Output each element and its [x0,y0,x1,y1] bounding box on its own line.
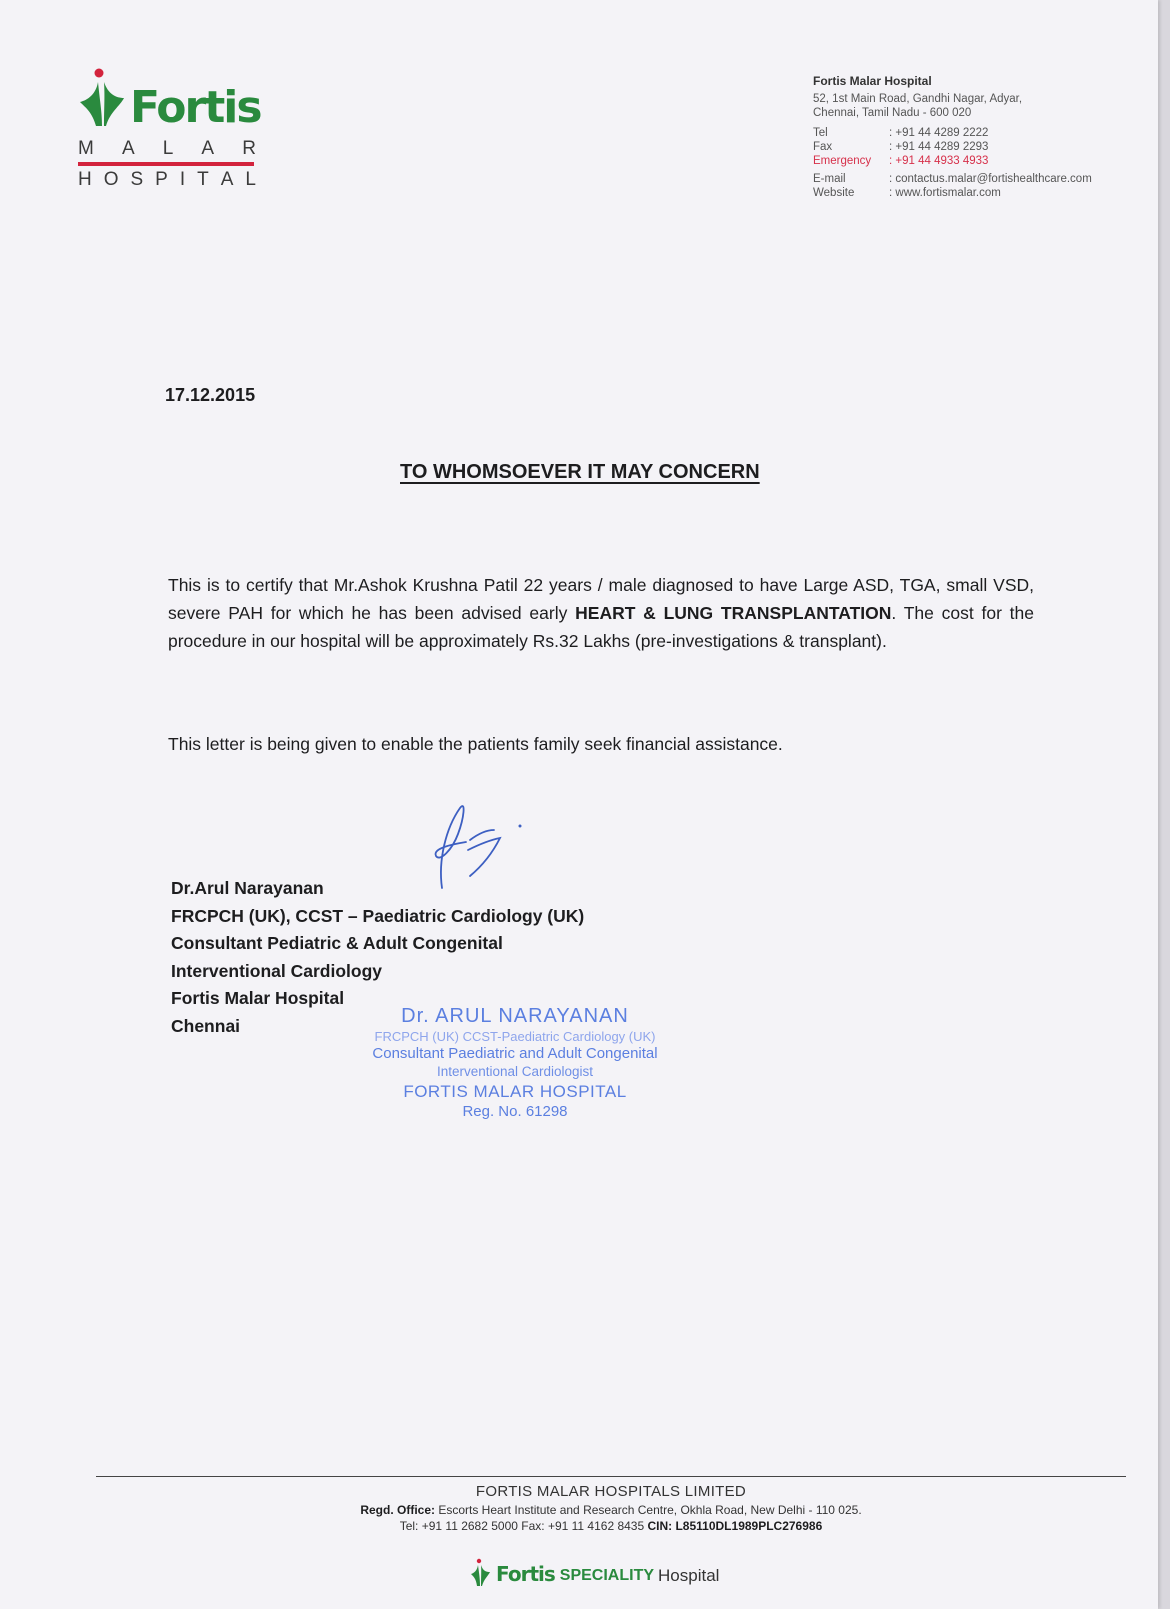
footer-logo-brand: Fortis [496,1562,555,1586]
logo-letter: A [220,169,234,190]
footer-tel-fax: Tel: +91 11 2682 5000 Fax: +91 11 4162 8435 [399,1519,648,1533]
logo-letter: T [197,169,209,190]
logo-letter: A [201,138,215,159]
emergency-value: : +91 44 4933 4933 [889,155,989,167]
footer-logo-speciality: SPECIALITY [559,1567,655,1584]
doctor-name: Dr.Arul Narayanan [171,878,324,898]
logo-hospital-text [78,169,256,191]
letter-date: 17.12.2015 [165,385,256,405]
footer-regd-office [96,1502,1126,1518]
stamp-line: FORTIS MALAR HOSPITAL [403,1082,627,1101]
logo-letter: I [179,169,186,190]
doctor-qualification: FRCPCH (UK), CCST – Paediatric Cardiology (UK) [171,905,585,926]
hospital-address-block [813,74,1153,200]
doctor-role: Interventional Cardiology [171,960,382,981]
para-text: . The cost for the procedure in our hospital will be approximately Rs.32 Lakhs (pre-investigations & transplant). [168,603,1035,651]
fax-value: : +91 44 4289 2293 [889,141,989,153]
address-line: Chennai, Tamil Nadu - 600 020 [813,107,972,119]
website-label: Website [813,187,855,199]
footer-divider [96,1476,1126,1477]
logo-letter: M [78,138,94,159]
email-value: : contactus.malar@fortishealthcare.com [889,173,1092,185]
fortis-figure-icon [470,1558,492,1586]
fortis-figure-icon [78,68,138,128]
logo-letter: H [78,169,92,190]
stamp-line: FRCPCH (UK) CCST-Paediatric Cardiology (UK) [374,1029,656,1044]
para-text: This is to certify that Mr.Ashok Krushna Patil 22 years / male diagnosed to have Large ASD, TGA, small VSD, severe PAH for which he has been advised early [168,575,1034,623]
footer [96,1482,1126,1534]
stamp-line: Dr. ARUL NARAYANAN [401,1005,629,1027]
footer-logo-hospital: Hospital [658,1566,720,1585]
doctor-stamp [330,1004,700,1122]
tel-row [813,126,1153,140]
para-bold-text: HEART & LUNG TRANSPLANTATION [575,603,892,623]
purpose-paragraph: This letter is being given to enable the patients family seek financial assistance. [168,734,783,754]
doctor-city: Chennai [171,1015,241,1036]
tel-value: : +91 44 4289 2222 [889,127,989,139]
footer-company: FORTIS MALAR HOSPITALS LIMITED [475,1483,747,1500]
logo-letter: S [130,169,144,190]
doctor-hospital: Fortis Malar Hospital [171,988,345,1008]
logo-letter: A [121,138,135,159]
logo-malar-text [78,138,256,160]
logo-brand-text: Fortis [130,82,261,133]
logo-red-bar [78,162,254,166]
logo-letter: P [155,169,168,190]
logo-letter: L [245,169,256,190]
logo-letter: L [162,138,174,159]
fax-label: Fax [813,141,833,153]
footer-regd-label: Regd. Office: [360,1503,435,1517]
logo-letter: R [242,138,256,159]
stamp-line: Interventional Cardiologist [436,1064,594,1079]
hospital-name: Fortis Malar Hospital [813,74,932,88]
stamp-line: Consultant Paediatric and Adult Congenital [372,1045,658,1062]
stamp-line: Reg. No. 61298 [462,1103,568,1120]
emergency-row [813,154,1153,168]
email-row [813,172,1153,186]
tel-label: Tel [813,127,828,139]
website-value: : www.fortismalar.com [889,187,1001,199]
fortis-malar-logo [78,66,278,196]
website-row [813,186,1153,200]
doctor-role: Consultant Pediatric & Adult Congenital [171,933,503,953]
email-label: E-mail [813,173,846,185]
fax-row [813,140,1153,154]
certificate-paragraph [168,571,1034,655]
footer-cin: CIN: L85110DL1989PLC276986 [647,1519,823,1533]
footer-logo [470,1552,719,1586]
footer-contact [96,1518,1126,1534]
footer-regd-text: Escorts Heart Institute and Research Centre, Okhla Road, New Delhi - 110 025. [435,1503,862,1517]
emergency-label: Emergency [813,155,872,167]
logo-letter: O [103,169,119,190]
address-line: 52, 1st Main Road, Gandhi Nagar, Adyar, [813,93,1023,105]
letter-title: TO WHOMSOEVER IT MAY CONCERN [400,461,760,483]
